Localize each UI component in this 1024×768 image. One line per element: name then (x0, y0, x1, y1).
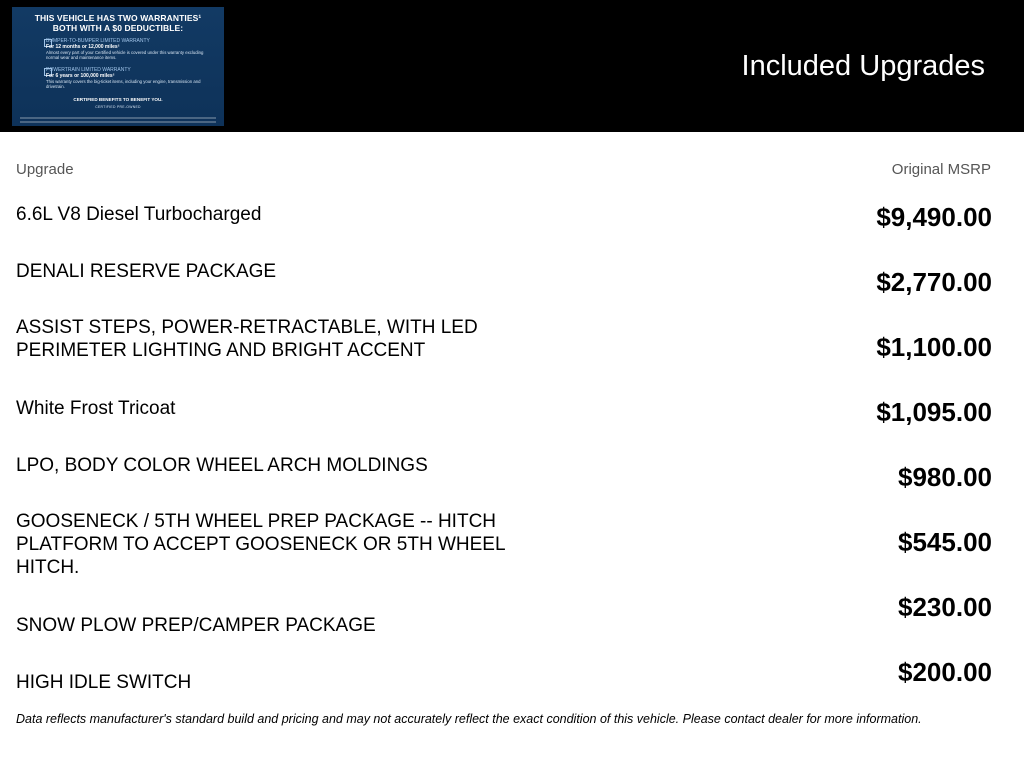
upgrade-name: GOOSENECK / 5TH WHEEL PREP PACKAGE -- HITCH PLATFORM TO ACCEPT GOOSENECK OR 5TH WHEEL HITCH. (16, 511, 505, 578)
banner-headline-line2: BOTH WITH A $0 DEDUCTIBLE: (52, 23, 184, 33)
disclaimer-text: Data reflects manufacturer's standard build and pricing and may not accurately reflect the exact condition of this vehicle. Please contact dealer for more information. (16, 712, 922, 726)
upgrade-price: $1,095.00 (876, 397, 992, 427)
banner-tagline: CERTIFIED BENEFITS TO BENEFIT YOU. (73, 97, 163, 102)
upgrade-price: $545.00 (898, 527, 992, 557)
banner-headline (12, 13, 224, 33)
upgrade-price: $980.00 (898, 462, 992, 492)
banner-warranty2 (46, 67, 216, 89)
upgrade-price: $2,770.00 (876, 267, 992, 297)
warranty2-title: POWERTRAIN LIMITED WARRANTY (46, 67, 131, 73)
upgrade-name: White Frost Tricoat (16, 398, 176, 419)
upgrade-name: 6.6L V8 Diesel Turbocharged (16, 204, 262, 225)
banner-headline-line1: THIS VEHICLE HAS TWO WARRANTIES¹ (34, 13, 202, 23)
upgrade-price: $200.00 (898, 657, 992, 687)
page-title: Included Upgrades (741, 50, 985, 82)
column-header-upgrade: Upgrade (16, 161, 74, 178)
banner-fine-print (20, 121, 216, 123)
warranty1-desc: Almost every part of your Certified vehicle is covered under this warranty excluding normal wear and maintenance items. (46, 50, 204, 60)
banner-logos: CERTIFIED PRE-OWNED (95, 105, 141, 109)
warranty2-term: For 6 years or 100,000 miles² (46, 73, 115, 79)
warranty1-term: For 12 months or 12,000 miles² (46, 44, 120, 50)
upgrade-name: ASSIST STEPS, POWER-RETRACTABLE, WITH LED PERIMETER LIGHTING AND BRIGHT ACCENT (16, 317, 478, 361)
warranty2-desc: This warranty covers the big-ticket items, including your engine, transmission and drivetrain. (46, 79, 201, 89)
banner-fine-print (20, 117, 216, 119)
header-bar (0, 0, 1024, 132)
upgrade-price: $9,490.00 (876, 202, 992, 232)
upgrade-price: $1,100.00 (876, 332, 992, 362)
upgrade-name: HIGH IDLE SWITCH (16, 672, 192, 693)
column-header-msrp: Original MSRP (891, 161, 991, 178)
upgrade-name: DENALI RESERVE PACKAGE (16, 261, 277, 282)
warranty1-title: BUMPER-TO-BUMPER LIMITED WARRANTY (46, 38, 150, 44)
banner-warranty1 (46, 38, 216, 60)
warranty-banner-image (12, 7, 224, 126)
upgrade-name: SNOW PLOW PREP/CAMPER PACKAGE (16, 615, 376, 636)
upgrade-name: LPO, BODY COLOR WHEEL ARCH MOLDINGS (16, 455, 428, 476)
upgrade-price: $230.00 (898, 592, 992, 622)
